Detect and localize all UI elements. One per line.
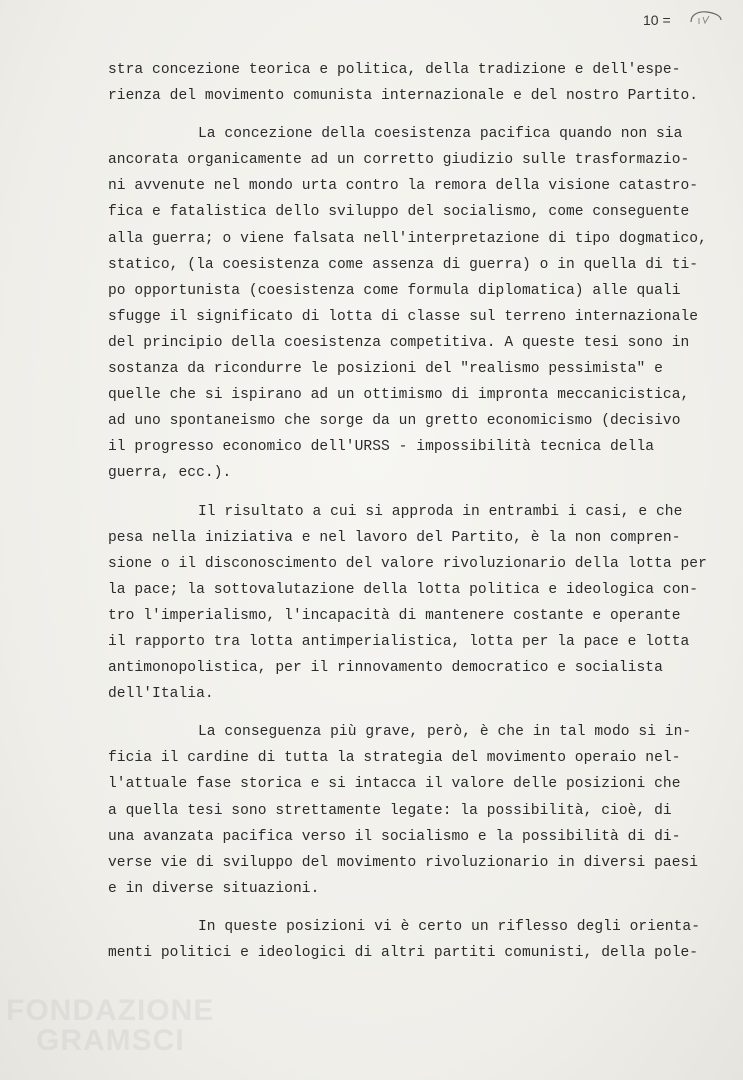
handwritten-page-mark <box>685 8 725 30</box>
text-line: ancorata organicamente ad un corretto giudizio sulle trasformazio- <box>108 152 690 169</box>
text-line: dell'Italia. <box>108 686 214 703</box>
paragraph-gap <box>108 707 708 719</box>
text-line: stra concezione teorica e politica, della tradizione e dell'espe- <box>108 62 681 78</box>
text-line: statico, (la coesistenza come assenza di guerra) o in quella di ti- <box>108 256 699 273</box>
page-number: 10 = <box>643 12 671 28</box>
text-line: rienza del movimento comunista internazionale e del nostro Partito. <box>108 88 699 105</box>
text-line: Il risultato a cui si approda in entrambi i casi, e che <box>198 503 683 520</box>
text-line: del principio della coesistenza competitiva. A queste tesi sono in <box>108 334 690 351</box>
text-line: La conseguenza più grave, però, è che in tal modo si in- <box>198 724 692 741</box>
paragraph <box>108 914 708 966</box>
watermark-line-2: GRAMSCI <box>36 1024 185 1057</box>
text-line: a quella tesi sono strettamente legate: la possibilità, cioè, di <box>108 802 672 819</box>
text-line: menti politici e ideologici di altri partiti comunisti, della pole- <box>108 945 699 961</box>
text-line: e in diverse situazioni. <box>108 880 320 897</box>
text-line: verse vie di sviluppo del movimento rivoluzionario in diversi paesi <box>108 854 699 871</box>
paragraph <box>108 121 708 486</box>
text-line: sostanza da ricondurre le posizioni del "realismo pessimista" e <box>108 361 663 378</box>
paragraph <box>108 499 708 708</box>
text-line: La concezione della coesistenza pacifica quando non sia <box>198 126 683 143</box>
text-line: tro l'imperialismo, l'incapacità di mantenere costante e operante <box>108 607 681 624</box>
text-line: la pace; la sottovalutazione della lotta politica e ideologica con- <box>108 581 699 598</box>
text-line: In queste posizioni vi è certo un riflesso degli orienta- <box>198 918 701 935</box>
text-line: ni avvenute nel mondo urta contro la remora della visione catastro- <box>108 178 699 195</box>
text-line: fica e fatalistica dello sviluppo del socialismo, come conseguente <box>108 204 690 221</box>
text-line: antimonopolistica, per il rinnovamento democratico e socialista <box>108 660 663 677</box>
typewritten-body <box>108 57 708 966</box>
paragraph <box>108 57 708 109</box>
text-line: guerra, ecc.). <box>108 465 232 482</box>
text-line: pesa nella iniziativa e nel lavoro del Partito, è la non compren- <box>108 529 681 546</box>
watermark-line-1: FONDAZIONE <box>6 994 215 1027</box>
text-line: sfugge il significato di lotta di classe sul terreno internazionale <box>108 308 699 325</box>
text-line: quelle che si ispirano ad un ottimismo di impronta meccanicistica, <box>108 387 690 404</box>
text-line: una avanzata pacifica verso il socialismo e la possibilità di di- <box>108 828 681 845</box>
paragraph <box>108 719 708 902</box>
text-line: ad uno spontaneismo che sorge da un gretto economicismo (decisivo <box>108 413 681 430</box>
paragraph-gap <box>108 109 708 121</box>
paragraph-gap <box>108 487 708 499</box>
text-line: ficia il cardine di tutta la strategia del movimento operaio nel- <box>108 750 681 767</box>
text-line: l'attuale fase storica e si intacca il valore delle posizioni che <box>108 776 681 793</box>
text-line: po opportunista (coesistenza come formula diplomatica) alle quali <box>108 282 681 299</box>
foundation-watermark <box>6 996 214 1056</box>
text-line: il rapporto tra lotta antimperialistica, lotta per la pace e lotta <box>108 633 690 650</box>
paragraph-gap <box>108 902 708 914</box>
text-line: il progresso economico dell'URSS - impossibilità tecnica della <box>108 439 655 456</box>
text-line: sione o il disconoscimento del valore rivoluzionario della lotta per <box>108 555 707 572</box>
text-line: alla guerra; o viene falsata nell'interpretazione di tipo dogmatico, <box>108 230 707 247</box>
